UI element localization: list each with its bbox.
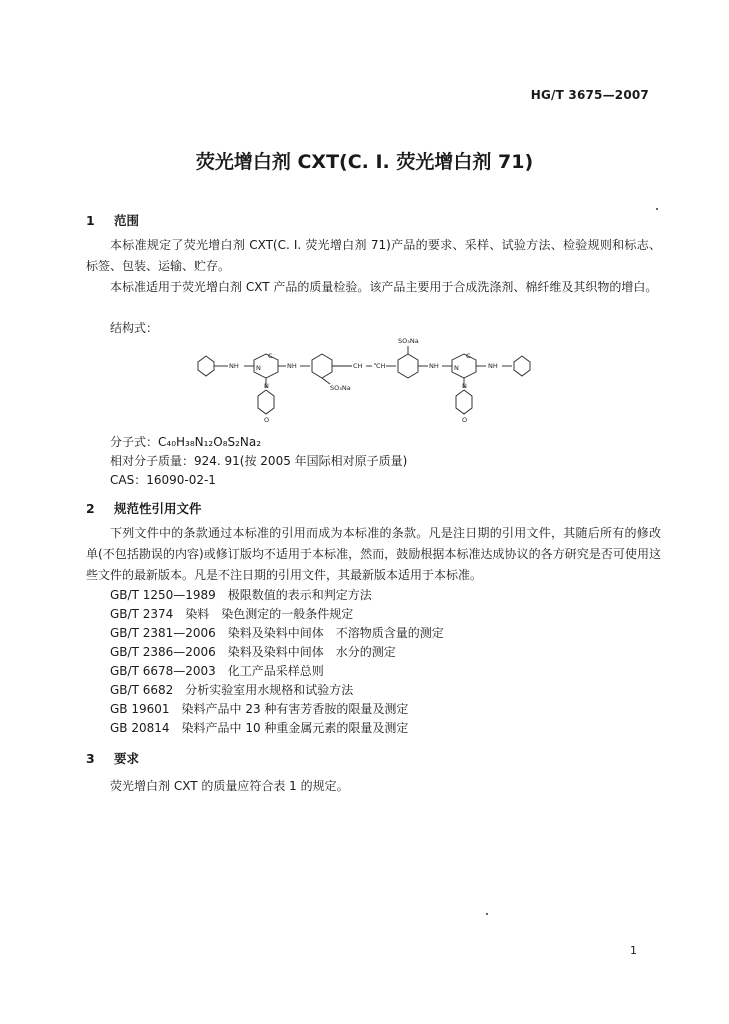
section-3-paragraph: 荧光增白剂 CXT 的质量应符合表 1 的规定。 — [110, 779, 349, 793]
reference-item: GB/T 2374 染料 染色测定的一般条件规定 — [110, 607, 354, 621]
label-ch: CH — [376, 362, 386, 370]
benzene-ring-left — [312, 354, 332, 378]
reference-item: GB 20814 染料产品中 10 种重金属元素的限量及测定 — [110, 721, 409, 735]
label-so3na: SO₃Na — [330, 384, 351, 392]
label-nh: NH — [488, 362, 498, 370]
standard-code: HG/T 3675—2007 — [530, 88, 649, 102]
morpholine-ring-left — [258, 390, 274, 414]
section-number: 1 — [86, 213, 95, 228]
section-1-paragraph-1: 本标准规定了荧光增白剂 CXT(C. I. 荧光增白剂 71)产品的要求、采样、试验方法、检验规则和标志、标签、包装、运输、贮存。 — [86, 238, 661, 273]
section-1-paragraph-2: 本标准适用于荧光增白剂 CXT 产品的质量检验。该产品主要用于合成洗涤剂、棉纤维及其织物的增白。 — [110, 280, 658, 294]
label-so3na: SO₃Na — [398, 337, 419, 345]
cas-number: CAS：16090-02-1 — [110, 473, 216, 487]
label-nh: NH — [229, 362, 239, 370]
reference-item: GB/T 6682 分析实验室用水规格和试验方法 — [110, 683, 354, 697]
structure-label: 结构式： — [110, 321, 159, 335]
label-c: C — [466, 352, 471, 360]
morpholine-ring-right — [456, 390, 472, 414]
label-nh: NH — [287, 362, 297, 370]
structural-formula — [190, 330, 550, 430]
label-n: N — [462, 382, 467, 390]
section-number: 2 — [86, 501, 95, 516]
molecular-mass: 相对分子质量：924. 91(按 2005 年国际相对原子质量) — [110, 454, 408, 468]
reference-item: GB/T 6678—2003 化工产品采样总则 — [110, 664, 324, 678]
scan-speck — [656, 208, 658, 210]
section-title: 规范性引用文件 — [114, 501, 202, 516]
reference-item: GB/T 2386—2006 染料及染料中间体 水分的测定 — [110, 645, 396, 659]
section-title: 要求 — [114, 751, 140, 766]
section-2-heading — [86, 499, 202, 517]
label-n: N — [264, 382, 269, 390]
label-c: C — [268, 352, 273, 360]
reference-item: GB 19601 染料产品中 23 种有害芳香胺的限量及测定 — [110, 702, 409, 716]
label-ch: CH — [353, 362, 363, 370]
page-number: 1 — [630, 944, 637, 957]
phenyl-ring-left — [198, 356, 214, 376]
section-number: 3 — [86, 751, 95, 766]
molecular-formula: 分子式：C₄₀H₃₈N₁₂O₈S₂Na₂ — [110, 435, 262, 449]
reference-item: GB/T 1250—1989 极限数值的表示和判定方法 — [110, 588, 372, 602]
document-title: 荧光增白剂 CXT(C. I. 荧光增白剂 71) — [195, 151, 534, 173]
label-nh: NH — [429, 362, 439, 370]
scan-speck — [486, 913, 488, 915]
label-o: O — [462, 416, 468, 424]
reference-item: GB/T 2381—2006 染料及染料中间体 不溶物质含量的测定 — [110, 626, 444, 640]
section-2-paragraph: 下列文件中的条款通过本标准的引用而成为本标准的条款。凡是注日期的引用文件，其随后所有的修改单(不包括勘误的内容)或修订版均不适用于本标准，然而，鼓励根据本标准达成协议的各方研究是否可使用这些文件的最新版本。凡是不注日期的引用文件，其最新版本适用于本标准。 — [86, 526, 661, 582]
phenyl-ring-right — [514, 356, 530, 376]
section-3-heading — [86, 749, 139, 767]
label-n: N — [256, 364, 261, 372]
section-title: 范围 — [114, 213, 140, 228]
label-n: N — [454, 364, 459, 372]
label-o: O — [264, 416, 270, 424]
benzene-ring-right — [398, 354, 418, 378]
section-1-heading — [86, 211, 139, 229]
